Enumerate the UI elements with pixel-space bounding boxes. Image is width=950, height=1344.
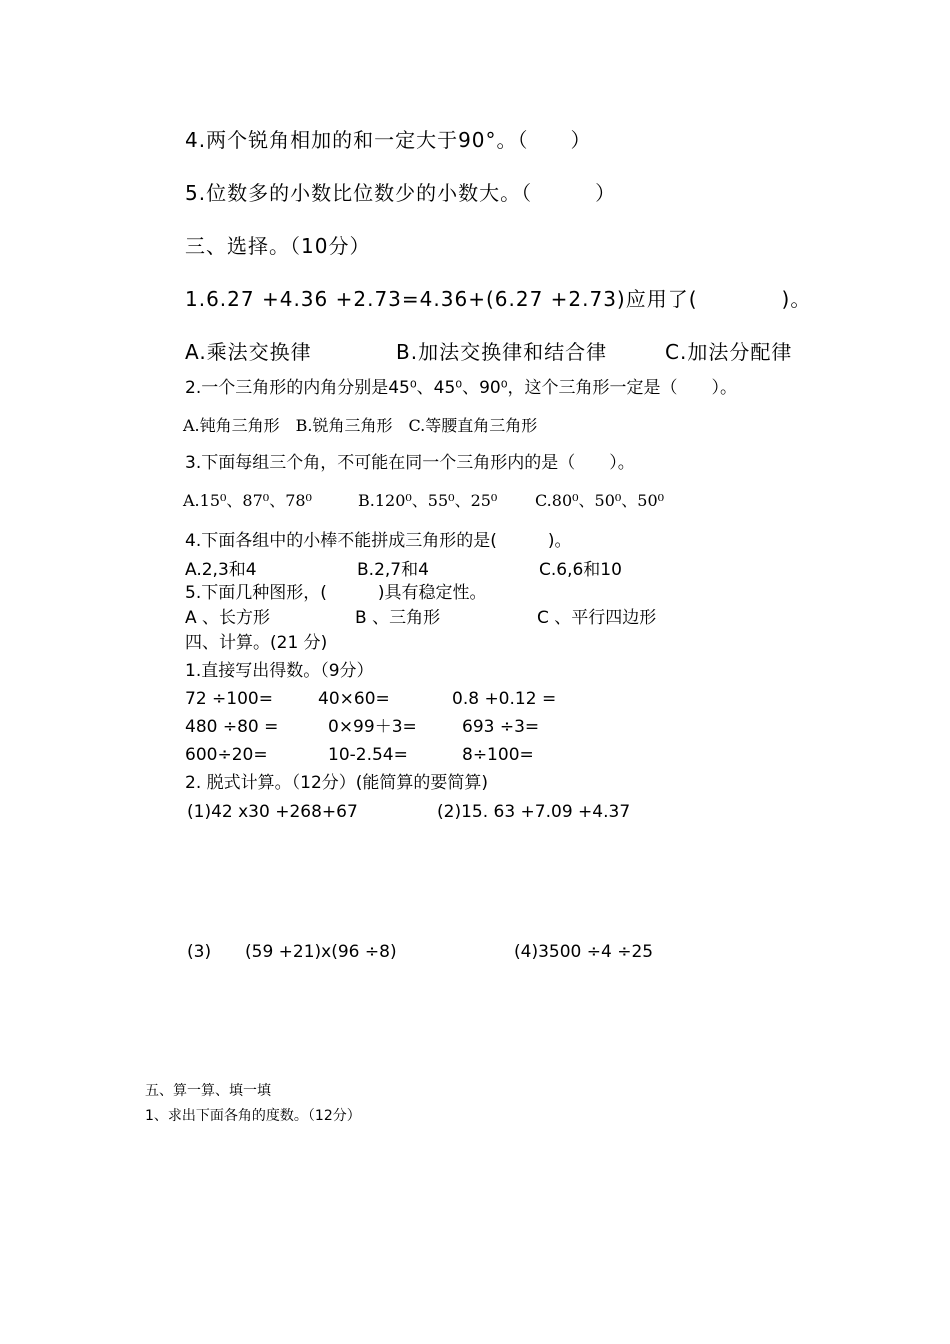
choice-q4-option-b: B.2,7和4 [357, 560, 429, 580]
choice-q2-stem: 2.一个三角形的内角分别是45⁰、45⁰、90⁰，这个三角形一定是（ ）。 [185, 378, 738, 398]
section-4-title: 四、计算。(21 分) [185, 633, 328, 653]
mental-calc-item: 8÷100= [462, 745, 534, 765]
choice-q1-option-a: A.乘法交换律 [185, 340, 312, 364]
step-calc-2: (2)15. 63 +7.09 +4.37 [437, 802, 631, 822]
mental-calc-item: 480 ÷80 = [185, 717, 279, 737]
choice-q5-option-c: C 、平行四边形 [537, 608, 657, 628]
choice-q3-option-b: B.120⁰、55⁰、25⁰ [358, 491, 498, 510]
judgement-q5: 5.位数多的小数比位数少的小数大。（ ） [185, 181, 617, 205]
mental-calc-item: 693 ÷3= [462, 717, 540, 737]
step-calc-3-number: (3) [187, 942, 212, 962]
mental-calc-item: 40×60= [318, 689, 390, 709]
step-calc-4: (4)3500 ÷4 ÷25 [514, 942, 654, 962]
section-3-title: 三、选择。（10分） [185, 234, 371, 258]
section-5-title: 五、算一算、填一填 [145, 1083, 271, 1099]
choice-q4-option-a: A.2,3和4 [185, 560, 257, 580]
choice-q1-stem: 1.6.27 +4.36 +2.73=4.36+(6.27 +2.73)应用了( )。 [185, 287, 812, 311]
choice-q1-option-b: B.加法交换律和结合律 [396, 340, 608, 364]
section-5-q1: 1、求出下面各角的度数。（12分） [145, 1108, 361, 1124]
choice-q3-option-c: C.80⁰、50⁰、50⁰ [535, 491, 665, 510]
choice-q5-stem: 5.下面几种图形，( )具有稳定性。 [185, 583, 487, 603]
mental-calc-item: 0×99＋3= [328, 717, 417, 737]
choice-q4-option-c: C.6,6和10 [539, 560, 622, 580]
choice-q5-option-a: A 、长方形 [185, 608, 271, 628]
calc-part2-title: 2. 脱式计算。（12分）(能简算的要简算) [185, 773, 489, 793]
step-calc-3: (59 +21)x(96 ÷8) [245, 942, 397, 962]
calc-part1-title: 1.直接写出得数。（9分） [185, 661, 374, 681]
choice-q3-option-a: A.15⁰、87⁰、78⁰ [183, 491, 312, 510]
mental-calc-item: 72 ÷100= [185, 689, 273, 709]
choice-q5-option-b: B 、三角形 [355, 608, 441, 628]
choice-q4-stem: 4.下面各组中的小棒不能拼成三角形的是( )。 [185, 531, 572, 551]
choice-q3-stem: 3.下面每组三个角，不可能在同一个三角形内的是（ ）。 [185, 453, 635, 473]
choice-q2-options: A.钝角三角形 B.锐角三角形 C.等腰直角三角形 [183, 416, 538, 435]
judgement-q4: 4.两个锐角相加的和一定大于90°。（ ） [185, 128, 592, 152]
choice-q1-option-c: C.加法分配律 [665, 340, 793, 364]
mental-calc-item: 10-2.54= [328, 745, 408, 765]
mental-calc-item: 0.8 +0.12 = [452, 689, 557, 709]
step-calc-1: (1)42 x30 +268+67 [187, 802, 358, 822]
mental-calc-item: 600÷20= [185, 745, 268, 765]
